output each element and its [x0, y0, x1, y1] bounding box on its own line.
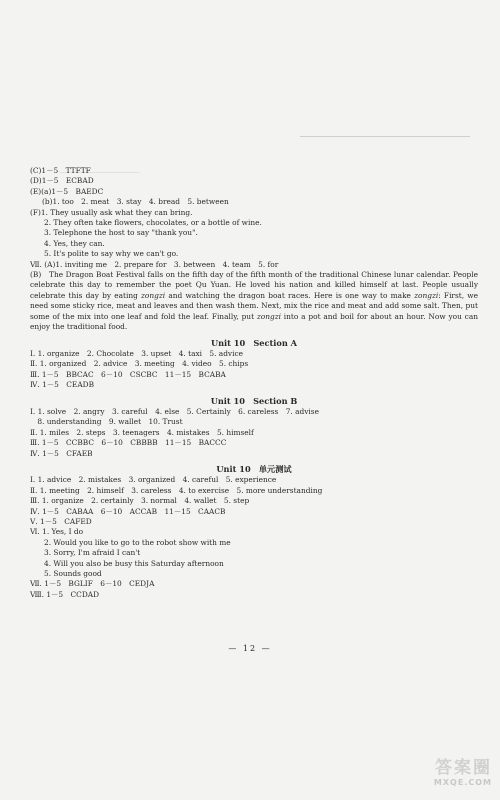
answer-line: (E)(a)1－5 BAEDC: [30, 186, 104, 196]
watermark-top-text: 答案圈: [435, 758, 492, 778]
paragraph-text: and watching the dragon boat races. Here is one way to make: [165, 290, 415, 300]
section-a-answers: [30, 349, 478, 391]
answer-block-top: [30, 166, 478, 270]
answer-line: Ⅲ. 1. organize 2. certainly 3. normal 4. wallet 5. step: [30, 496, 250, 506]
answer-line: Ⅵ. 1. Yes, I do: [30, 527, 84, 537]
answer-line: Ⅰ. 1. solve 2. angry 3. careful 4. else 5. Certainly 6. careless 7. advise: [30, 406, 319, 416]
answer-line: 5. It's polite to say why we can't go.: [44, 249, 179, 259]
dragon-boat-paragraph: [30, 270, 478, 332]
paragraph-italic-word: zongzi: [141, 290, 166, 300]
scan-artifact-line: [300, 136, 470, 137]
section-b-answers: [30, 407, 478, 459]
watermark-bottom-text: MXQE.COM: [433, 778, 492, 787]
answer-line: (b)1. too 2. meat 3. stay 4. bread 5. between: [42, 197, 229, 207]
page-number: — 12 —: [228, 644, 272, 653]
answer-line: Ⅰ. 1. advice 2. mistakes 3. organized 4. careful 5. experience: [30, 475, 277, 485]
answer-line: 3. Telephone the host to say "thank you".: [44, 228, 198, 238]
paragraph-italic-word: zongzi: [414, 290, 439, 300]
unit-test-heading: Unit 10 单元测试: [216, 463, 292, 474]
answer-line: Ⅳ. 1－5 CFAEB: [30, 448, 93, 458]
answer-line: Ⅱ. 1. miles 2. steps 3. teenagers 4. mistakes 5. himself: [30, 427, 254, 437]
answer-line: Ⅷ. 1－5 CCDAD: [30, 589, 100, 599]
answer-line: 5. Sounds good: [44, 569, 102, 579]
answer-line: (C)1－5 TTFTF: [30, 166, 91, 175]
answer-line: Ⅱ. 1. meeting 2. himself 3. careless 4. to exercise 5. more understanding: [30, 485, 323, 495]
answer-line: 2. They often take flowers, chocolates, or a bottle of wine.: [44, 218, 262, 228]
answer-line: 3. Sorry, I'm afraid I can't: [44, 548, 141, 558]
paragraph-text: : First, we need some sticky rice, meat and leaves and then wash them. Next, mix the rice and meat and add some salt. Then, put some of the mix into one leaf and fold the leaf. Finally, put: [30, 290, 478, 321]
section-a-heading: Unit 10 Section A: [210, 337, 298, 348]
paragraph-text: (B) The Dragon Boat Festival falls on the fifth day of the fifth month of the traditional Chinese lunar calendar. People celebrate this day to remember the poet Qu Yuan. He loved his nation and killed himself at last. People usually celebrate this day by eating: [30, 270, 478, 300]
answer-key-content: [30, 166, 478, 600]
section-b-heading: Unit 10 Section B: [210, 395, 298, 406]
unit-test-answers: [30, 475, 478, 600]
answer-line: 4. Yes, they can.: [44, 238, 105, 248]
answer-line: Ⅰ. 1. organize 2. Chocolate 3. upset 4. taxi 5. advice: [30, 348, 243, 358]
answer-line: Ⅲ. 1－5 CCBBC 6－10 CBBBB 11－15 BACCC: [30, 438, 227, 448]
answer-line: Ⅴ. 1－5 CAFED: [30, 517, 92, 526]
paragraph-italic-word: zongzi: [256, 311, 281, 321]
answer-line: 2. Would you like to go to the robot show with me: [44, 537, 231, 547]
answer-line: Ⅲ. 1－5 BBCAC 6－10 CSCBC 11－15 BCABA: [30, 369, 226, 379]
answer-line: (F)1. They usually ask what they can bring.: [30, 207, 193, 217]
answer-line: Ⅳ. 1－5 CABAA 6－10 ACCAB 11－15 CAACB: [30, 506, 226, 516]
answer-line: Ⅶ. (A)1. inviting me 2. prepare for 3. between 4. team 5. for: [30, 259, 279, 269]
answer-line: (D)1－5 ECBAD: [30, 176, 94, 186]
paragraph-text: into a pot and boil for about an hour. Now you can enjoy the traditional food.: [30, 311, 478, 332]
watermark-logo: [422, 758, 492, 792]
answer-line: 4. Will you also be busy this Saturday afternoon: [44, 558, 224, 568]
answer-line: 8. understanding 9. wallet 10. Trust: [30, 417, 183, 427]
answer-line: Ⅶ. 1－5 BGLIF 6－10 CEDJA: [30, 579, 155, 589]
answer-line: Ⅳ. 1－5 CEADB: [30, 380, 95, 390]
answer-line: Ⅱ. 1. organized 2. advice 3. meeting 4. video 5. chips: [30, 359, 249, 369]
